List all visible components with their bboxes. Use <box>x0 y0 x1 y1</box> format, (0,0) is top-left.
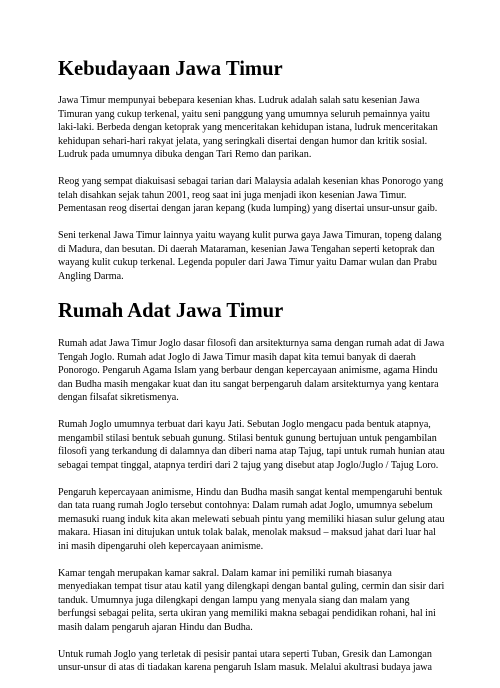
paragraph-seni-lainnya: Seni terkenal Jawa Timur lainnya yaitu wayang kulit purwa gaya Jawa Timuran, topeng dalang di Madura, dan besutan. Di daerah Mataraman, kesenian Jawa Tengahan seperti ketoprak dan wayang kulit cukup terkenal. Legenda populer dari Jawa Timur yaitu Damar wulan dan Prabu Angling Darma. <box>58 230 442 282</box>
paragraph-kamar-tengah: Kamar tengah merupakan kamar sakral. Dalam kamar ini pemiliki rumah biasanya menyediakan tempat tisur atau katil yang dilengkapi dengan bantal guling, cermin dan sisir dari tanduk. Umumnya juga dilengkapi dengan lampu yang menyala siang dan malam yang berfungsi sebagai pelita, serta ukiran yang memiliki makna sebagai pendidikan rohani, hal ini masih dalam pengaruh ajaran Hindu dan Budha. <box>58 567 445 633</box>
section-heading-kebudayaan: Kebudayaan Jawa Timur <box>58 58 283 80</box>
paragraph-reog: Reog yang sempat diakuisasi sebagai tarian dari Malaysia adalah kesenian khas Ponorogo yang telah disahkan sejak tahun 2001, reog saat ini juga menjadi ikon kesenian Jawa Timur. Pementasan reog disertai dengan jaran kepang (kuda lumping) yang disertai unsur-unsur gaib. <box>58 176 444 214</box>
section-heading-rumah-adat: Rumah Adat Jawa Timur <box>58 300 284 322</box>
paragraph-kayu-jati: Rumah Joglo umumnya terbuat dari kayu Jati. Sebutan Joglo mengacu pada bentuk atapnya, mengambil stilasi bentuk sebuah gunung. Stilasi bentuk gunung bertujuan untuk pengambilan filosofi yang terkandung di dalamnya dan diberi nama atap Tajug, tapi untuk rumah hunian atau sebagai tempat tinggal, atapnya terdiri dari 2 tajug yang disebut atap Joglo/Juglo / Tajug Loro. <box>58 419 445 471</box>
paragraph-ludruk: Jawa Timur mempunyai bebepara kesenian khas. Ludruk adalah salah satu kesenian Jawa Timuran yang cukup terkenal, yaitu seni panggung yang umumnya seluruh pemainnya yaitu laki-laki. Berbeda dengan ketoprak yang menceritakan kehidupan istana, ludruk menceritakan kehidupan sehari-hari rakyat jelata, yang seringkali disertai dengan humor dan kritik sosial. Ludruk pada umumnya dibuka dengan Tari Remo dan parikan. <box>58 95 438 160</box>
paragraph-joglo-dasar: Rumah adat Jawa Timur Joglo dasar filosofi dan arsitekturnya sama dengan rumah adat di Jawa Tengah Joglo. Rumah adat Joglo di Jawa Timur masih dapat kita temui banyak di daerah Ponorogo. Pengaruh Agama Islam yang berbaur dengan kepercayaan animisme, agama Hindu dan Budha masih mengakar kuat dan itu sangat berpengaruh dalam arsitekturnya yang kentara dengan filsafat sikretismenya. <box>58 338 445 403</box>
document-body <box>58 57 446 688</box>
paragraph-animisme: Pengaruh kepercayaan animisme, Hindu dan Budha masih sangat kental mempengaruhi bentuk dan tata ruang rumah Joglo tersebut contohnya: Dalam rumah adat Joglo, umumnya sebelum memasuki ruang induk kita akan melewati sebuah pintu yang memiliki hiasan sulur gelung atau makara. Hiasan ini ditujukan untuk tolak balak, menolak maksud – maksud jahat dari luar hal ini masih dipengaruhi oleh kepercayaan animisme. <box>58 486 445 552</box>
paragraph-pesisir: Untuk rumah Joglo yang terletak di pesisir pantai utara seperti Tuban, Gresik dan Lamongan unsur-unsur di atas di tiadakan karena pengaruh Islam masuk. Melalui akultrasi budaya jawa <box>58 648 432 673</box>
